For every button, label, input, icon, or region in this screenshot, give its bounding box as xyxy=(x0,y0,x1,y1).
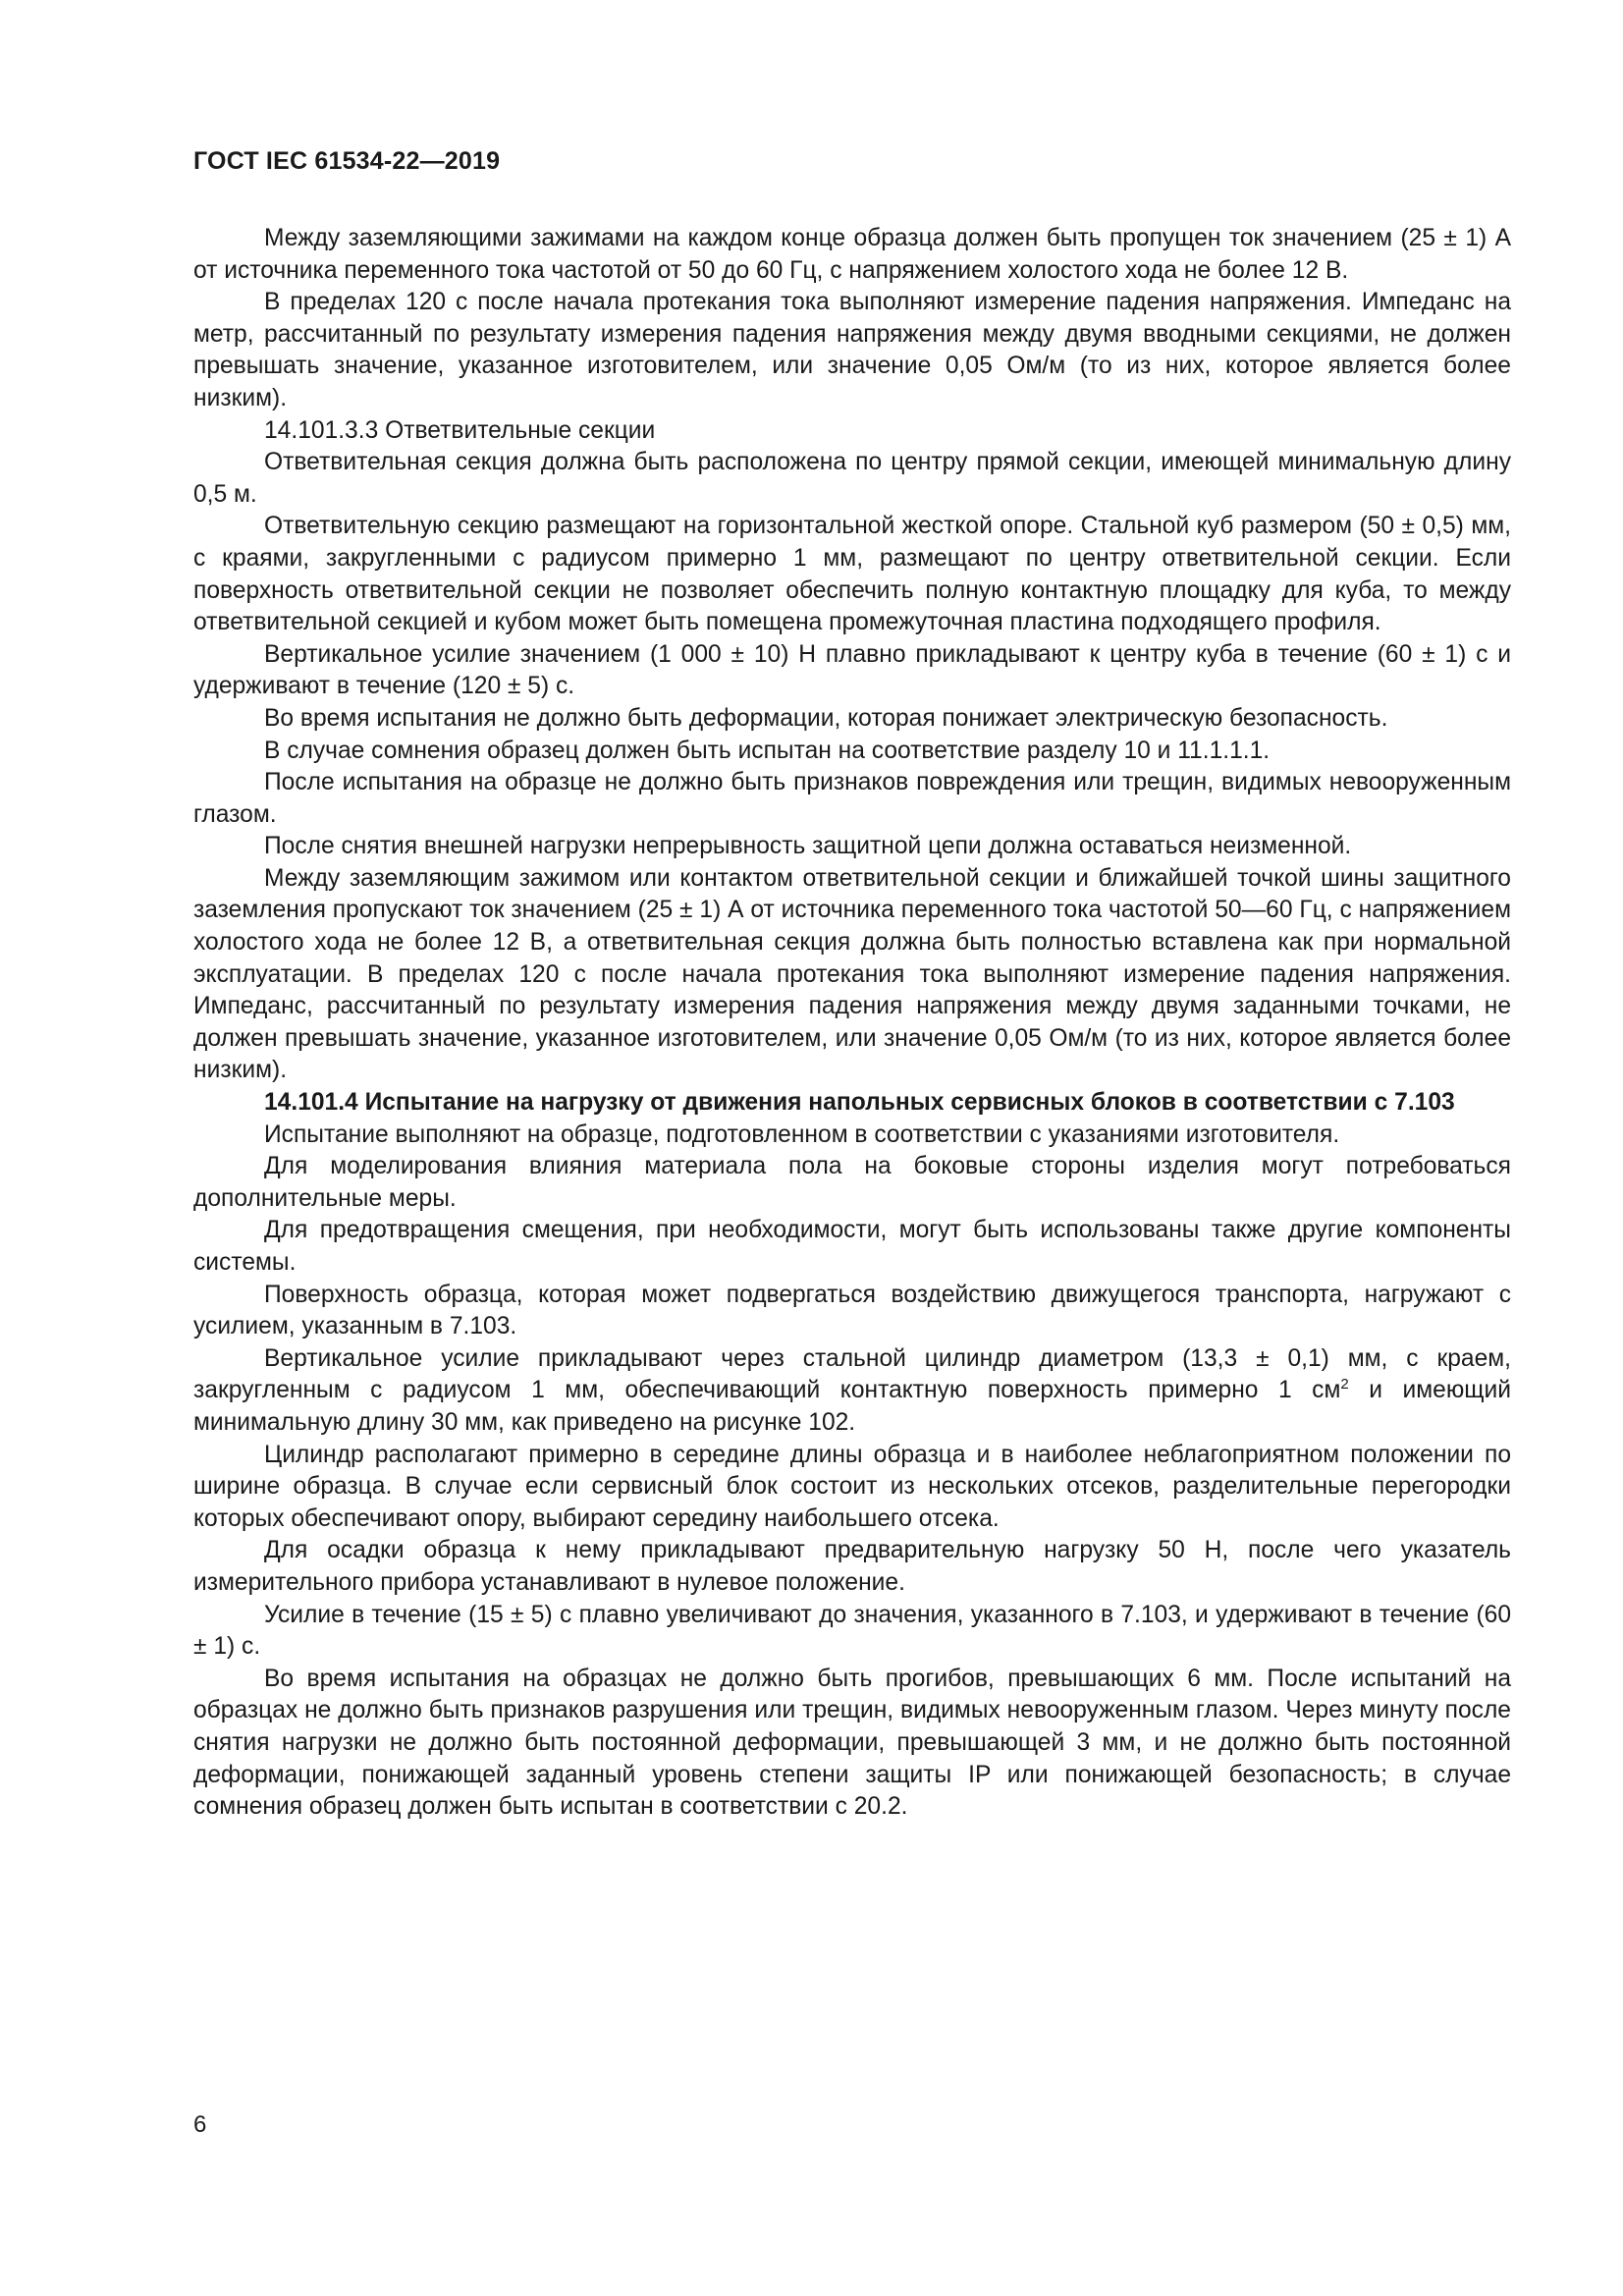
paragraph-branch-position: Ответвительная секция должна быть расположена по центру прямой секции, имеющей минимальную длину 0,5 м. xyxy=(193,449,1511,508)
superscript-exponent: 2 xyxy=(1340,1376,1349,1394)
paragraph-vertical-force: Вертикальное усилие значением (1 000 ± 10) Н плавно прикладывают к центру куба в течение (60 ± 1) с и удерживают в течение (120 ± 5) с. xyxy=(193,640,1511,700)
paragraph-continuity: После снятия внешней нагрузки непрерывность защитной цепи должна оставаться неизменной. xyxy=(264,833,1352,860)
paragraph-deflection-requirements: Во время испытания на образцах не должно быть прогибов, превышающих 6 мм. После испытаний на образцах не должно быть признаков разрушения или трещин, видимых невооруженным глазом. Через минуту после снятия нагрузки не должно быть постоянной деформации, превышающей 3 мм, и не должно быть постоянной деформации, понижающей заданный уровень степени защиты IP или понижающей безопасность; в случае сомнения образец должен быть испытан в соответствии с 20.2. xyxy=(193,1665,1511,1821)
paragraph-current-test: Между заземляющими зажимами на каждом конце образца должен быть пропущен ток значением (25 ± 1) А от источника переменного тока частотой от 50 до 60 Гц, с напряжением холостого хода не более 12 В. xyxy=(193,225,1511,284)
paragraph-no-damage: После испытания на образце не должно быть признаков повреждения или трещин, видимых невооруженным глазом. xyxy=(193,769,1511,828)
standard-header: ГОСТ IEC 61534-22—2019 xyxy=(193,147,501,175)
section-heading-floor-load-test: 14.101.4 Испытание на нагрузку от движения напольных сервисных блоков в соответствии с 7.103 xyxy=(264,1089,1455,1117)
paragraph-cube-placement: Ответвительную секцию размещают на горизонтальной жесткой опоре. Стальной куб размером (50 ± 0,5) мм, с краями, закругленными с радиусом примерно 1 мм, размещают по центру ответвительной секции. Если поверхность ответвительной секции не позволяет обеспечить полную контактную площадку для куба, то между ответвительной секцией и кубом может быть помещена промежуточная пластина подходящего профиля. xyxy=(193,513,1511,636)
paragraph-floor-simulation: Для моделирования влияния материала пола на боковые стороны изделия могут потребоваться дополнительные меры. xyxy=(193,1153,1511,1212)
paragraph-branch-current-test: Между заземляющим зажимом или контактом ответвительной секции и ближайшей точкой шины защитного заземления пропускают ток значением (25 ± 1) А от источника переменного тока частотой 50—60 Гц, с напряжением холостого хода не более 12 В, а ответвительная секция должна быть полностью вставлена как при нормальной эксплуатации. В пределах 120 с после начала протекания тока выполняют измерение падения напряжения. Импеданс, рассчитанный по результату измерения падения напряжения между двумя заданными точками, не должен превышать значение, указанное изготовителем, или значение 0,05 Ом/м (то из них, которое является более низким). xyxy=(193,864,1511,1084)
paragraph-force-increase: Усилие в течение (15 ± 5) с плавно увеличивают до значения, указанного в 7.103, и удерживают в течение (60 ± 1) с. xyxy=(193,1601,1511,1661)
cylinder-text-after: и имеющий минимальную длину 30 мм, как приведено на рисунке 102. xyxy=(193,1377,1511,1436)
section-heading-branch-sections: 14.101.3.3 Ответвительные секции xyxy=(264,416,656,444)
paragraph-prevent-displacement: Для предотвращения смещения, при необходимости, могут быть использованы также другие компоненты системы. xyxy=(193,1217,1511,1276)
paragraph-cylinder xyxy=(193,1343,1511,1440)
paragraph-surface-load: Поверхность образца, которая может подвергаться воздействию движущегося транспорта, нагружают с усилием, указанным в 7.103. xyxy=(193,1281,1511,1340)
paragraph-preload: Для осадки образца к нему прикладывают предварительную нагрузку 50 Н, после чего указатель измерительного прибора устанавливают в нулевое положение. xyxy=(193,1537,1511,1596)
cylinder-text-before: Вертикальное усилие прикладывают через стальной цилиндр диаметром (13,3 ± 0,1) мм, с краем, закругленным с радиусом 1 мм, обеспечивающий контактную поверхность примерно 1 см xyxy=(193,1344,1511,1404)
paragraph-sample-prep: Испытание выполняют на образце, подготовленном в соответствии с указаниями изготовителя. xyxy=(264,1121,1340,1148)
paragraph-doubt-clause: В случае сомнения образец должен быть испытан на соответствие разделу 10 и 11.1.1.1. xyxy=(264,737,1271,764)
paragraph-impedance: В пределах 120 с после начала протекания тока выполняют измерение падения напряжения. Импеданс на метр, рассчитанный по результату измерения падения напряжения между двумя вводными секциями, не должен превышать значение, указанное изготовителем, или значение 0,05 Ом/м (то из них, которое является более низким). xyxy=(193,289,1511,411)
paragraph-no-deformation: Во время испытания не должно быть деформации, которая понижает электрическую безопасность. xyxy=(264,704,1388,732)
document-body xyxy=(193,223,1511,1824)
paragraph-cylinder-position: Цилиндр располагают примерно в середине длины образца и в наиболее неблагоприятном положении по ширине образца. В случае если сервисный блок состоит из нескольких отсеков, разделительные перегородки которых обеспечивают опору, выбирают середину наибольшего отсека. xyxy=(193,1441,1511,1532)
page-number: 6 xyxy=(193,2111,207,2138)
